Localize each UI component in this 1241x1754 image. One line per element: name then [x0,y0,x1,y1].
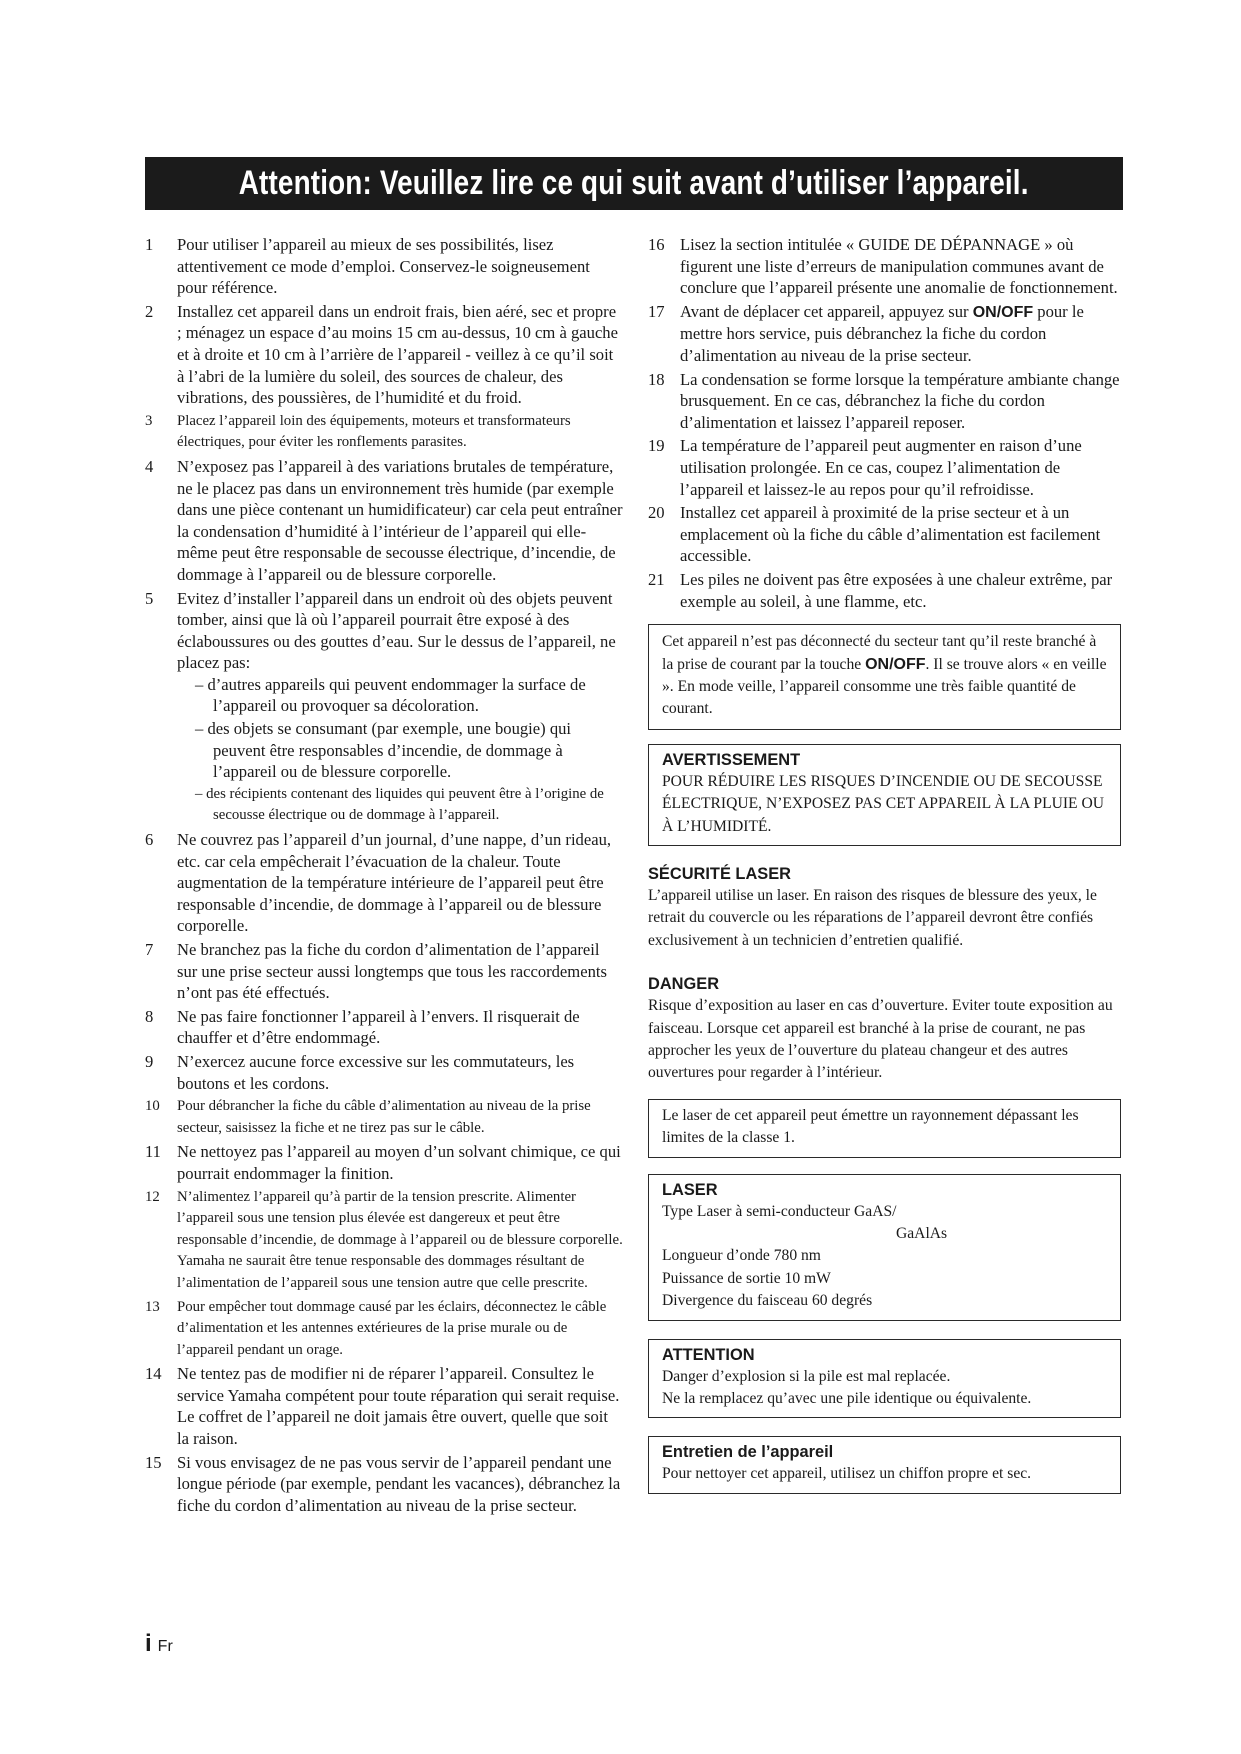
language-code: Fr [157,1638,173,1655]
page-footer [145,1630,173,1658]
warning-heading: AVERTISSEMENT [662,750,801,769]
list-item [145,1006,623,1049]
item-text: N’alimentez l’appareil qu’à partir de la tension prescrite. Alimenter l’appareil sous une tension plus élevée est dangereux et peut être responsable d’incendie, de dommage à l’appareil ou de blessure corporelle. Yamaha ne saurait être tenue responsable des dommages résultant de l’alimentation de l’appareil sous une tension autre que celle prescrite. [177,1188,623,1291]
item-number: 13 [145,1298,160,1315]
item-text: Pour empêcher tout dommage causé par les éclairs, déconnectez le câble d’alimentation et les antennes extérieures de la prise murale ou de l’appareil pendant un orage. [177,1298,607,1358]
list-item [145,411,623,454]
danger-heading: DANGER [648,975,720,994]
item-text: Ne branchez pas la fiche du cordon d’alimentation de l’appareil sur une prise secteur aussi longtemps que tous les raccordements n’ont pas été effectués. [177,940,607,1003]
item-number: 19 [648,436,665,456]
item-text: Ne tentez pas de modifier ni de réparer l’appareil. Consultez le service Yamaha compétent pour toute réparation qui serait requise. Le coffret de l’appareil ne doit jamais être ouvert, quelle que soit la raison. [177,1364,620,1449]
item-text: Ne couvrez pas l’appareil d’un journal, d’une nappe, d’un rideau, etc. car cela empêcherait l’évacuation de la chaleur. Toute augmentation de la température intérieure de l’appareil peut être responsable d’incendie, de dommage à l’appareil ou de blessure corporelle. [177,830,612,936]
list-item [648,569,1121,612]
item-text: Installez cet appareil à proximité de la prise secteur et à un emplacement où la fiche du câble d’alimentation est facilement accessible. [680,503,1101,566]
laser-spec-box [648,1174,1121,1321]
item-text: La condensation se forme lorsque la température ambiante change brusquement. En ce cas, débranchez la fiche du cordon d’alimentation et laissez l’appareil reposer. [680,369,1120,432]
dash: – [195,719,204,739]
page-title-banner [145,157,1123,210]
attention-box [648,1339,1121,1419]
item-number: 6 [145,830,154,850]
item-text: pour le mettre hors service, puis débranchez la fiche du cordon d’alimentation au niveau de la prise secteur. [680,301,1084,365]
item-number: 17 [648,301,665,321]
item-text: Si vous envisagez de ne pas vous servir de l’appareil pendant une longue période (par exemple, pendant les vacances), débranchez la fiche du cordon d’alimentation au niveau de la prise secteur. [177,1452,621,1515]
list-item [648,435,1121,500]
dash: – [195,674,204,694]
item-text: Ne pas faire fonctionner l’appareil à l’envers. Il risquerait de chauffer et d’être endommagé. [177,1006,580,1048]
sub-list-item [145,718,623,783]
maintenance-text: Pour nettoyer cet appareil, utilisez un chiffon propre et sec. [662,1465,1032,1483]
item-number: 10 [145,1098,160,1115]
item-number: 21 [648,569,665,589]
list-item [145,1141,623,1184]
laser-safety-section [648,864,1121,952]
danger-text: Risque d’exposition au laser en cas d’ouverture. Eviter toute exposition au faisceau. Lorsque cet appareil est branché à la prise de courant, ne pas approcher les yeux de l’ouverture du plateau changeur et des autres ouvertures pour regarder à l’intérieur. [648,997,1113,1082]
page-number: i [145,1630,152,1657]
item-number: 3 [145,412,153,429]
item-text: Avant de déplacer cet appareil, appuyez sur [680,301,973,321]
list-item [145,301,623,409]
item-number: 20 [648,503,665,523]
item-text: Pour débrancher la fiche du câble d’alimentation au niveau de la prise secteur, saisissez la fiche et ne tirez pas sur le câble. [177,1098,591,1136]
laser-wavelength: Longueur d’onde 780 nm [662,1247,821,1265]
list-item [648,301,1121,367]
laser-heading: LASER [662,1180,718,1199]
laser-safety-heading: SÉCURITÉ LASER [648,864,791,883]
item-text: Les piles ne doivent pas être exposées à une chaleur extrême, par exemple au soleil, à une flamme, etc. [680,569,1113,611]
item-text: Installez cet appareil dans un endroit frais, bien aéré, sec et propre ; ménagez un espace d’au moins 15 cm au-dessus, 10 cm à gauche et à droite et 10 cm à l’arrière de l’appareil - veillez à ce qu’il soit à l’abri de la lumière du soleil, des sources de chaleur, des vibrations, des poussières, de l’humidité et du froid. [177,301,618,408]
item-number: 2 [145,301,154,321]
laser-divergence: Divergence du faisceau 60 degrés [662,1292,873,1310]
laser-type: Type Laser à semi-conducteur GaAS/ [662,1202,897,1220]
standby-notice-box [648,624,1121,730]
item-text: N’exercez aucune force excessive sur les commutateurs, les boutons et les cordons. [177,1051,575,1093]
list-item [648,502,1121,567]
sub-item-text: des objets se consumant (par exemple, une bougie) qui peuvent être responsables d’incendie, de dommage à l’appareil ou de blessure corporelle. [207,719,572,782]
list-item [145,1363,623,1449]
standby-text: Cet appareil n’est pas déconnecté du secteur tant qu’il reste branché à la prise de courant par la touche [662,633,1097,673]
item-number: 16 [648,235,665,254]
item-number: 15 [145,1452,162,1472]
maintenance-box [648,1436,1121,1493]
item-text: N’exposez pas l’appareil à des variations brutales de température, ne le placez pas dans un environnement très humide (par exemple dans une pièce contenant un humidificateur) car cela peut entraîner la condensation d’humidité à l’intérieur de l’appareil qui elle-même peut être responsable de secousse électrique, d’incendie, de dommage à l’appareil ou de blessure corporelle. [177,456,623,584]
item-text: Placez l’appareil loin des équipements, moteurs et transformateurs électriques, pour éviter les ronflements parasites. [177,412,571,451]
maintenance-heading: Entretien de l’appareil [662,1443,834,1462]
list-item [648,234,1121,299]
right-column [648,234,1121,1494]
item-number: 9 [145,1051,154,1071]
item-number: 5 [145,588,154,608]
sub-item-text: d’autres appareils qui peuvent endommager la surface de l’appareil ou provoquer sa décoloration. [207,674,586,716]
warning-box [648,744,1121,846]
standby-text: . Il se trouve alors « en veille ». En mode veille, l’appareil consomme une très faible quantité de courant. [662,655,1107,718]
list-item [145,588,623,674]
page-title: Attention: Veuillez lire ce qui suit avant d’utiliser l’appareil. [239,164,1029,202]
list-item [145,456,623,586]
laser-class-text: Le laser de cet appareil peut émettre un rayonnement dépassant les limites de la classe 1. [662,1106,1079,1147]
laser-type-cont: GaAlAs [896,1225,948,1242]
laser-safety-text: L’appareil utilise un laser. En raison des risques de blessure des yeux, le retrait du couvercle ou les réparations de l’appareil devront être confiés exclusivement à un technicien d’entretien qualifié. [648,886,1097,949]
sub-list-item [145,784,623,827]
sub-item-text: des récipients contenant des liquides qui peuvent être à l’origine de secousse électrique ou de dommage à l’appareil. [206,785,604,824]
item-text: Lisez la section intitulée « GUIDE DE DÉPANNAGE » où figurent une liste d’erreurs de manipulation communes avant de conclure que l’appareil présente une anomalie de fonctionnement. [680,235,1118,298]
list-item [145,1096,623,1139]
on-off-key-label: ON/OFF [972,303,1034,321]
item-text: La température de l’appareil peut augmenter en raison d’une utilisation prolongée. En ce cas, coupez l’alimentation de l’appareil et laissez-le au repos pour qu’il refroidisse. [680,436,1082,499]
list-item [145,1297,623,1362]
sub-list-item [145,674,623,717]
item-number: 4 [145,456,154,476]
dash: – [195,785,203,802]
item-number: 11 [145,1142,161,1162]
attention-line-2: Ne la remplacez qu’avec une pile identique ou équivalente. [662,1390,1032,1408]
item-number: 7 [145,940,154,959]
on-off-key-label: ON/OFF [865,655,926,673]
attention-line-1: Danger d’explosion si la pile est mal replacée. [662,1367,951,1385]
item-number: 14 [145,1364,162,1384]
list-item [145,1187,623,1295]
item-number: 8 [145,1006,154,1026]
list-item [145,234,623,299]
attention-heading: ATTENTION [662,1345,755,1364]
list-item [648,369,1121,434]
left-column [145,234,623,1518]
warning-text: POUR RÉDUIRE LES RISQUES D’INCENDIE OU DE SECOUSSE ÉLECTRIQUE, N’EXPOSEZ PAS CET APPAREIL À LA PLUIE OU À L’HUMIDITÉ. [662,772,1104,835]
laser-power: Puissance de sortie 10 mW [662,1269,831,1287]
danger-section [648,974,1121,1085]
item-text: Pour utiliser l’appareil au mieux de ses possibilités, lisez attentivement ce mode d’emploi. Conservez-le soigneusement pour référence. [177,235,590,298]
laser-class-box [648,1099,1121,1158]
item-number: 1 [145,235,154,254]
item-text: Evitez d’installer l’appareil dans un endroit où des objets peuvent tomber, ainsi que là où l’appareil pourrait être exposé à des éclaboussures ou des gouttes d’eau. Sur le dessus de l’appareil, ne placez pas: [177,588,616,673]
list-item [145,1452,623,1517]
item-number: 12 [145,1188,160,1205]
list-item [145,1051,623,1094]
list-item [145,829,623,937]
item-text: Ne nettoyez pas l’appareil au moyen d’un solvant chimique, ce qui pourrait endommager la finition. [177,1142,621,1183]
list-item [145,939,623,1004]
item-number: 18 [648,369,665,389]
